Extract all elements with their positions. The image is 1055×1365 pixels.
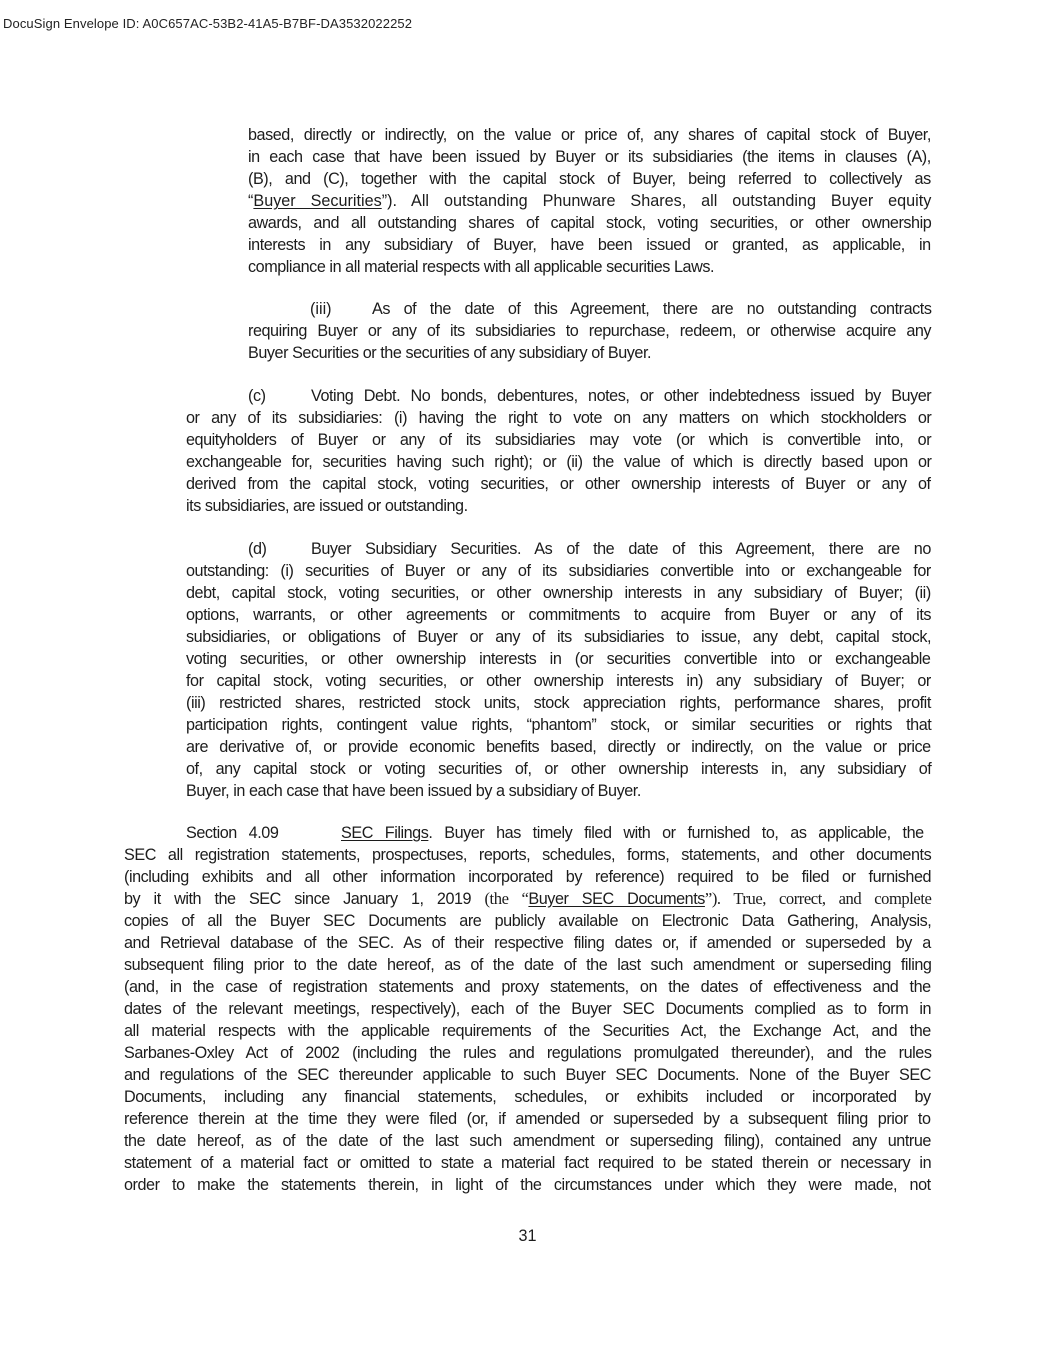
- defined-term-buyer-securities: Buyer Securities: [253, 192, 382, 210]
- text-line: and regulations of the SEC thereunder applicable to such Buyer SEC Documents. None of the Buyer SEC: [124, 1066, 931, 1084]
- text-line: Sarbanes-Oxley Act of 2002 (including the rules and regulations promulgated thereunder), and the rules: [124, 1044, 932, 1062]
- text-line: reference therein at the time they were filed (or, if amended or superseded by a subsequent filing prior to: [124, 1110, 931, 1128]
- text-line: order to make the statements therein, in light of the circumstances under which they were made, not: [124, 1176, 931, 1194]
- text-line: (and, in the case of registration statements and proxy statements, on the dates of effectiveness and the: [124, 978, 931, 996]
- text-line: requiring Buyer or any of its subsidiaries to repurchase, redeem, or otherwise acquire any: [248, 322, 932, 340]
- text-line: Buyer Securities or the securities of any subsidiary of Buyer.: [248, 344, 652, 362]
- text-line: exchangeable for, securities having such right); or (ii) the value of which is directly based upon or: [186, 453, 932, 471]
- text-line: for capital stock, voting securities, or other ownership interests in) any subsidiary of Buyer; or: [186, 672, 931, 690]
- text-fragment: by it with the SEC since January 1, 2019: [124, 890, 485, 908]
- text-line: of, any capital stock or voting securities of, or other ownership interests in, any subsidiary of: [186, 760, 932, 778]
- text-fragment: Voting Debt. No bonds, debentures, notes, or other indebtedness issued by Buyer: [311, 387, 932, 405]
- text-line: statement of a material fact or omitted to state a material fact required to be stated therein or necessary in: [124, 1154, 932, 1172]
- section-heading: SEC Filings: [341, 824, 429, 842]
- text-line: [248, 190, 931, 212]
- text-line: dates of the relevant meetings, respectively), each of the Buyer SEC Documents complied as to form in: [124, 1000, 932, 1018]
- clause-label: (d): [248, 540, 267, 558]
- paragraph-buyer-securities-continuation: [248, 124, 931, 278]
- text-fragment: As of the date of this Agreement, there are no outstanding contracts: [372, 300, 932, 318]
- text-line: in each case that have been issued by Buyer or its subsidiaries (the items in clauses (A),: [248, 148, 931, 166]
- text-line: [186, 385, 931, 407]
- text-line: interests in any subsidiary of Buyer, have been issued or granted, as applicable, in: [248, 236, 931, 254]
- text-line: debt, capital stock, voting securities, or other ownership interests in any subsidiary of Buyer; (ii): [186, 584, 931, 602]
- text-line: equityholders of Buyer or any of its subsidiaries may vote (or which is convertible into, or: [186, 431, 932, 449]
- text-line: SEC all registration statements, prospectuses, reports, schedules, forms, statements, and other documents: [124, 846, 932, 864]
- text-line: derived from the capital stock, voting securities, or other ownership interests of Buyer or any of: [186, 475, 931, 493]
- text-line: Buyer, in each case that have been issued by a subsidiary of Buyer.: [186, 782, 641, 800]
- text-fragment: ”). All outstanding Phunware Shares, all outstanding Buyer equity: [381, 192, 932, 210]
- text-line: (iii) restricted shares, restricted stock units, stock appreciation rights, performance shares, profit: [186, 694, 931, 712]
- section-number: Section 4.09: [186, 824, 279, 842]
- text-line: outstanding: (i) securities of Buyer or any of its subsidiaries convertible into or exchangeable for: [186, 562, 931, 580]
- text-line: the date hereof, as of the date of the last such amendment or superseding filing), contained any untrue: [124, 1132, 931, 1150]
- text-line: subsidiaries, or obligations of Buyer or any of its subsidiaries to issue, any debt, capital stock,: [186, 628, 932, 646]
- clause-label: (c): [248, 387, 266, 405]
- clause-label: (iii): [310, 300, 332, 318]
- text-line: [186, 538, 931, 560]
- text-line: and Retrieval database of the SEC. As of their respective filing dates or, if amended or superseded by a: [124, 934, 931, 952]
- text-line: subsequent filing prior to the date hereof, as of the date of the last such amendment or superseding filing: [124, 956, 932, 974]
- text-line: based, directly or indirectly, on the value or price of, any shares of capital stock of Buyer,: [248, 126, 931, 144]
- text-line: are derivative of, or provide economic benefits based, directly or indirectly, on the value or price: [186, 738, 931, 756]
- text-line: [248, 298, 931, 320]
- text-line: copies of all the Buyer SEC Documents are publicly available on Electronic Data Gathering, Analysis,: [124, 912, 932, 930]
- text-line: participation rights, contingent value rights, “phantom” stock, or similar securities or rights that: [186, 716, 932, 734]
- docusign-envelope-id: DocuSign Envelope ID: A0C657AC-53B2-41A5-B7BF-DA3532022252: [3, 16, 413, 31]
- text-line: [124, 822, 931, 844]
- text-line: compliance in all material respects with all applicable securities Laws.: [248, 258, 715, 276]
- text-line: voting securities, or other ownership interests in (or securities convertible into or exchangeable: [186, 650, 931, 668]
- text-line: its subsidiaries, are issued or outstanding.: [186, 497, 468, 515]
- text-line: [124, 888, 931, 910]
- defined-term-buyer-sec-documents: Buyer SEC Documents: [528, 890, 705, 908]
- text-fragment: . Buyer has timely filed with or furnished to, as applicable, the: [428, 824, 924, 842]
- paragraph-d-buyer-subsidiary-securities: [186, 538, 931, 802]
- text-line: all material respects with the applicable requirements of the Securities Act, the Exchange Act, and the: [124, 1022, 931, 1040]
- text-line: Documents, including any financial statements, schedules, or exhibits included or incorporated by: [124, 1088, 931, 1106]
- text-fragment: Buyer Subsidiary Securities. As of the date of this Agreement, there are no: [311, 540, 931, 558]
- text-fragment: ”). True, correct, and complete: [704, 889, 932, 908]
- paragraph-iii: [248, 298, 931, 364]
- text-line: (B), and (C), together with the capital stock of Buyer, being referred to collectively as: [248, 170, 931, 188]
- page-number: 31: [518, 1227, 537, 1245]
- open-quote: “: [248, 192, 254, 210]
- text-line: awards, and all outstanding shares of capital stock, voting securities, or other ownership: [248, 214, 932, 232]
- text-line: or any of its subsidiaries: (i) having the right to vote on any matters on which stockholders or: [186, 409, 932, 427]
- text-fragment: (the “: [484, 889, 529, 908]
- section-4-09-sec-filings: [124, 822, 931, 1196]
- paragraph-c-voting-debt: [186, 385, 931, 517]
- text-line: (including exhibits and all other information incorporated by reference) required to be filed or furnished: [124, 868, 932, 886]
- text-line: options, warrants, or other agreements or commitments to acquire from Buyer or any of its: [186, 606, 932, 624]
